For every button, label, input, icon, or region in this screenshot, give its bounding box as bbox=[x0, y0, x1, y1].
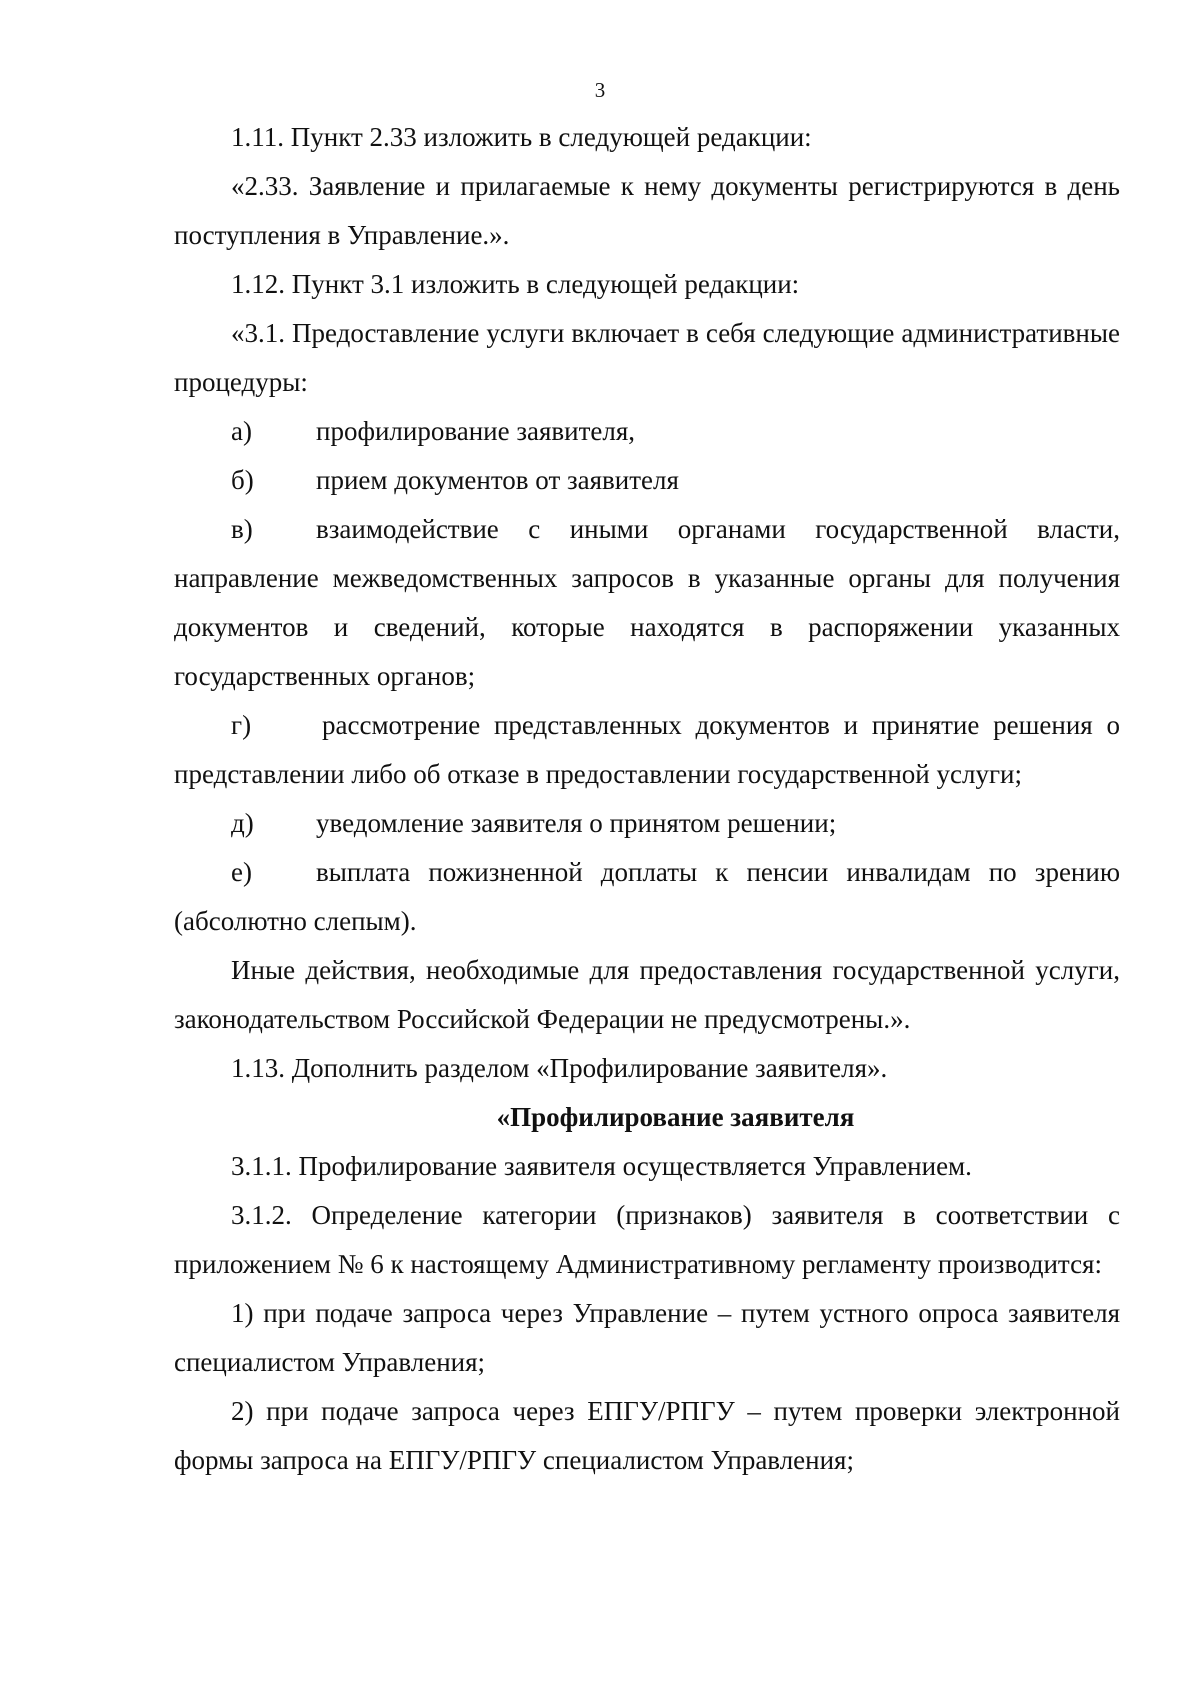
list-item-text: уведомление заявителя о принятом решении; bbox=[316, 808, 837, 838]
paragraph-other-actions: Иные действия, необходимые для предоставления государственной услуги, законодательством Российской Федерации не предусмотрены.». bbox=[174, 955, 1120, 1034]
page-number: 3 bbox=[594, 78, 606, 102]
list-item-v bbox=[174, 505, 1120, 701]
list-marker: г) bbox=[231, 710, 252, 740]
document-body bbox=[174, 113, 1120, 1485]
list-marker: б) bbox=[231, 465, 254, 495]
list-item-text: рассмотрение представленных документов и принятие решения о представлении либо об отказе в предоставлении государственной услуги; bbox=[174, 710, 1120, 789]
list-marker: в) bbox=[231, 514, 253, 544]
paragraph-option-1: 1) при подаче запроса через Управление – путем устного опроса заявителя специалистом Управления; bbox=[174, 1298, 1120, 1377]
list-item-b bbox=[174, 456, 1120, 505]
list-item-d bbox=[174, 799, 1120, 848]
list-marker: д) bbox=[231, 808, 254, 838]
paragraph-3-1-1: 3.1.1. Профилирование заявителя осуществляется Управлением. bbox=[231, 1151, 972, 1181]
paragraph-3-1-intro: «3.1. Предоставление услуги включает в себя следующие административные процедуры: bbox=[174, 318, 1120, 397]
list-item-text: прием документов от заявителя bbox=[316, 465, 679, 495]
list-marker: е) bbox=[231, 857, 252, 887]
paragraph-1-11: 1.11. Пункт 2.33 изложить в следующей редакции: bbox=[231, 122, 812, 152]
paragraph-1-12: 1.12. Пункт 3.1 изложить в следующей редакции: bbox=[231, 269, 800, 299]
list-item-text: взаимодействие с иными органами государственной власти, направление межведомственных запросов в указанные органы для получения документов и сведений, которые находятся в распоряжении указанных государственных органов; bbox=[174, 514, 1120, 691]
paragraph-option-2: 2) при подаче запроса через ЕПГУ/РПГУ – путем проверки электронной формы запроса на ЕПГУ/РПГУ специалистом Управления; bbox=[174, 1396, 1120, 1475]
list-item-e bbox=[174, 848, 1120, 946]
section-heading: «Профилирование заявителя bbox=[496, 1102, 855, 1132]
list-item-g bbox=[174, 701, 1120, 799]
list-item-text: профилирование заявителя, bbox=[316, 416, 636, 446]
paragraph-3-1-2: 3.1.2. Определение категории (признаков) заявителя в соответствии с приложением № 6 к настоящему Административному регламенту производится: bbox=[174, 1200, 1120, 1279]
paragraph-1-13: 1.13. Дополнить разделом «Профилирование заявителя». bbox=[231, 1053, 888, 1083]
list-item-text: выплата пожизненной доплаты к пенсии инвалидам по зрению (абсолютно слепым). bbox=[174, 857, 1120, 936]
paragraph-2-33-text: «2.33. Заявление и прилагаемые к нему документы регистрируются в день поступления в Управление.». bbox=[174, 171, 1120, 250]
list-item-a bbox=[174, 407, 1120, 456]
list-marker: а) bbox=[231, 416, 252, 446]
